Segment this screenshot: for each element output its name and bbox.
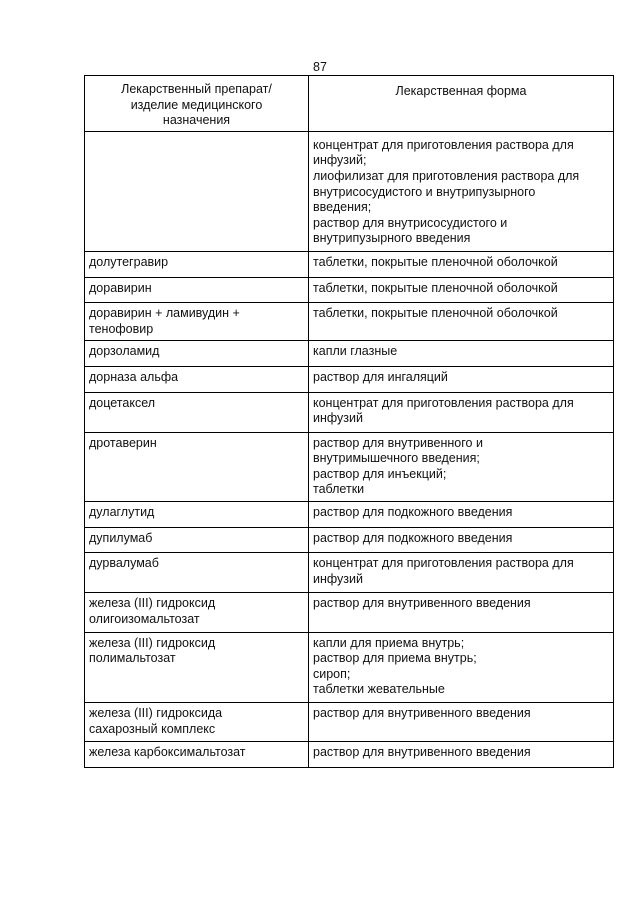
dosage-form-cell xyxy=(309,632,614,702)
dosage-form-cell xyxy=(309,277,614,303)
drug-name-cell xyxy=(85,303,309,341)
dosage-form-line: раствор для внутрисосудистого и xyxy=(313,215,508,230)
drug-name-cell xyxy=(85,341,309,367)
dosage-form-line: лиофилизат для приготовления раствора для xyxy=(313,168,580,183)
dosage-form-cell xyxy=(309,593,614,632)
dosage-form-cell xyxy=(309,303,614,341)
header-drug-line: Лекарственный препарат/ xyxy=(121,82,272,96)
page-number: 87 xyxy=(313,60,327,74)
drug-name-line: дурвалумаб xyxy=(89,556,159,571)
dosage-form-line: внутрипузырного введения xyxy=(313,231,471,246)
table-row xyxy=(85,131,614,251)
table-row xyxy=(85,553,614,593)
drug-name-cell xyxy=(85,251,309,277)
dosage-form-cell xyxy=(309,251,614,277)
dosage-form-cell xyxy=(309,553,614,593)
dosage-form-cell xyxy=(309,131,614,251)
dosage-form-cell xyxy=(309,527,614,553)
drug-name-cell xyxy=(85,703,309,742)
drug-name-line: доравирин + ламивудин + xyxy=(89,306,240,321)
dosage-form-line: таблетки, покрытые пленочной оболочкой xyxy=(313,280,558,295)
drug-name-line: тенофовир xyxy=(89,321,154,336)
dosage-form-line: раствор для подкожного введения xyxy=(313,530,513,545)
drug-name-line: доцетаксел xyxy=(89,395,156,410)
dosage-form-line: таблетки xyxy=(313,482,365,497)
dosage-form-line: внутрисосудистого и внутрипузырного xyxy=(313,184,536,199)
header-form-cell xyxy=(309,76,614,132)
dosage-form-line: таблетки, покрытые пленочной оболочкой xyxy=(313,254,558,269)
dosage-form-line: концентрат для приготовления раствора для xyxy=(313,395,574,410)
dosage-form-line: раствор для внутривенного введения xyxy=(313,745,531,760)
table-row xyxy=(85,742,614,768)
drug-name-cell xyxy=(85,366,309,392)
dosage-form-cell xyxy=(309,502,614,528)
dosage-form-line: раствор для внутривенного введения xyxy=(313,596,531,611)
drug-name-line: железа (III) гидроксида xyxy=(89,706,223,720)
dosage-form-line: инфузий xyxy=(313,411,363,426)
dosage-form-cell xyxy=(309,742,614,768)
table-row xyxy=(85,251,614,277)
drug-name-cell xyxy=(85,432,309,501)
dosage-form-cell xyxy=(309,703,614,742)
drug-name-line: полимальтозат xyxy=(89,651,176,666)
dosage-form-line: внутримышечного введения; xyxy=(313,451,480,466)
drug-name-line: доравирин xyxy=(89,280,152,295)
drug-name-line: железа (III) гидроксид xyxy=(89,635,216,650)
dosage-form-line: инфузий xyxy=(313,571,363,586)
table-row xyxy=(85,432,614,501)
drug-name-cell xyxy=(85,392,309,432)
header-form-line: Лекарственная форма xyxy=(395,84,527,98)
drug-name-cell xyxy=(85,593,309,632)
dosage-form-cell xyxy=(309,432,614,501)
table-body xyxy=(85,131,614,767)
table-row xyxy=(85,502,614,528)
dosage-form-cell xyxy=(309,341,614,367)
dosage-form-line: раствор для ингаляций xyxy=(313,369,448,384)
table-header-row xyxy=(85,76,614,132)
drug-name-line: железа карбоксимальтозат xyxy=(89,745,246,760)
dosage-form-line: таблетки, покрытые пленочной оболочкой xyxy=(313,306,558,321)
dosage-form-line: концентрат для приготовления раствора для xyxy=(313,137,574,152)
table-row xyxy=(85,593,614,632)
dosage-form-line: раствор для внутривенного и xyxy=(313,435,483,450)
dosage-form-line: капли для приема внутрь; xyxy=(313,635,465,650)
table-row xyxy=(85,366,614,392)
dosage-form-line: концентрат для приготовления раствора для xyxy=(313,556,574,571)
dosage-form-cell xyxy=(309,392,614,432)
drug-name-line: дротаверин xyxy=(89,435,157,450)
drug-name-line: дорзоламид xyxy=(89,344,160,359)
dosage-form-line: введения; xyxy=(313,200,372,215)
dosage-form-line: таблетки жевательные xyxy=(313,682,445,697)
dosage-form-line: раствор для внутривенного введения xyxy=(313,706,531,720)
dosage-form-line: раствор для приема внутрь; xyxy=(313,651,477,666)
dosage-form-line: сироп; xyxy=(313,666,351,681)
drug-name-line: дулаглутид xyxy=(89,505,155,520)
drug-form-table xyxy=(84,75,614,768)
header-drug-cell xyxy=(85,76,309,132)
header-drug-line: изделие медицинского xyxy=(130,97,263,112)
drug-name-line: железа (III) гидроксид xyxy=(89,596,216,611)
dosage-form-line: раствор для подкожного введения xyxy=(313,505,513,520)
drug-name-line: сахарозный комплекс xyxy=(89,721,216,736)
drug-name-cell xyxy=(85,632,309,702)
drug-name-line: олигоизомальтозат xyxy=(89,612,200,627)
drug-name-cell xyxy=(85,742,309,768)
table-row xyxy=(85,527,614,553)
drug-name-line: дорназа альфа xyxy=(89,369,179,384)
table-row xyxy=(85,303,614,341)
drug-name-cell xyxy=(85,553,309,593)
table-row xyxy=(85,703,614,742)
table-row xyxy=(85,632,614,702)
drug-name-line: дупилумаб xyxy=(89,530,153,545)
dosage-form-line: инфузий; xyxy=(313,153,367,168)
drug-name-cell xyxy=(85,527,309,553)
drug-name-line: долутегравир xyxy=(89,254,169,269)
dosage-form-line: капли глазные xyxy=(313,344,398,359)
header-drug-line: назначения xyxy=(162,113,231,128)
drug-name-cell xyxy=(85,277,309,303)
table-row xyxy=(85,341,614,367)
drug-name-cell xyxy=(85,131,309,251)
table-row xyxy=(85,277,614,303)
dosage-form-line: раствор для инъекций; xyxy=(313,466,447,481)
dosage-form-cell xyxy=(309,366,614,392)
drug-name-cell xyxy=(85,502,309,528)
table-row xyxy=(85,392,614,432)
